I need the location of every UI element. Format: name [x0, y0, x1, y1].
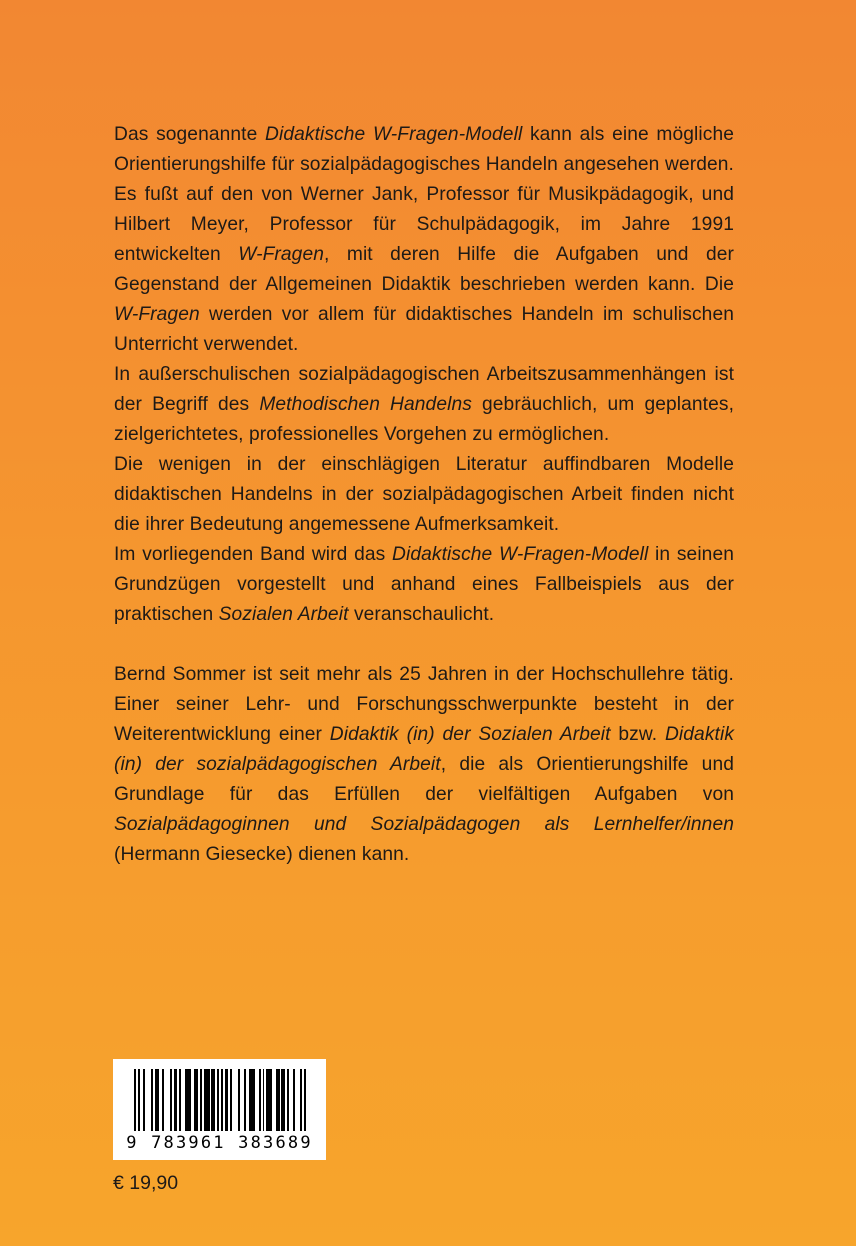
text-run: , die als Orientierungshilfe und Grundlage für das Erfüllen der vielfältigen Aufgaben von [114, 754, 734, 805]
barcode-bar [293, 1069, 295, 1131]
summary-paragraph [114, 540, 734, 630]
italic-text-run: Didaktik (in) der sozialpädagogischen Arbeit [114, 724, 735, 775]
barcode-bar [138, 1069, 140, 1131]
barcode-bar [281, 1069, 285, 1131]
text-run: , mit deren Hilfe die Aufgaben und der Gegenstand der Allgemeinen Didaktik beschrieben werden kann. Die [114, 244, 734, 295]
isbn-barcode [113, 1059, 326, 1160]
price-label: € 19,90 [113, 1172, 179, 1194]
barcode-bar [155, 1069, 159, 1131]
barcode-bar [162, 1069, 164, 1131]
barcode-bar [179, 1069, 181, 1131]
text-run: in seinen Grundzügen vorgestellt und anhand eines Fallbeispiels aus der praktischen [114, 544, 734, 625]
barcode-bar [266, 1069, 272, 1131]
author-bio-paragraph [114, 660, 734, 870]
barcode-bar [238, 1069, 240, 1131]
barcode-bar [200, 1069, 202, 1131]
italic-text-run: Didaktische W-Fragen-Modell [265, 124, 523, 145]
text-run: gebräuchlich, um geplantes, zielgerichtetes, professionelles Vorgehen zu ermöglichen. [114, 394, 735, 445]
barcode-bar [211, 1069, 215, 1131]
barcode-bar [225, 1069, 229, 1131]
barcode-bar [287, 1069, 289, 1131]
barcode-bar [276, 1069, 280, 1131]
text-run: werden vor allem für didaktisches Handeln im schulischen Unterricht verwendet. [114, 304, 734, 355]
text-run: bzw. [610, 724, 665, 745]
text-run: Im vorliegenden Band wird das [114, 544, 393, 565]
text-run: Die wenigen in der einschlägigen Literatur auffindbaren Modelle didaktischen Handelns in der sozialpädagogischen Arbeit finden nicht die ihrer Bedeutung angemessene Aufmerksamkeit. [114, 454, 734, 535]
barcode-bar [194, 1069, 198, 1131]
barcode-bars [134, 1069, 306, 1131]
back-cover-text [114, 120, 734, 870]
barcode-bar [300, 1069, 302, 1131]
text-run: (Hermann Giesecke) dienen kann. [114, 844, 410, 865]
barcode-bar [230, 1069, 232, 1131]
text-run: In außerschulischen sozialpädagogischen Arbeitszusammenhängen ist der Begriff des [114, 364, 734, 415]
summary-paragraph [114, 450, 734, 540]
italic-text-run: Methodischen Handelns [259, 394, 472, 415]
text-run: kann als eine mögliche Orientierungshilfe für sozialpädagogisches Handeln angesehen werden. Es fußt auf den von Werner Jank, Professor für Musikpädagogik, und Hilbert Meyer, Professor für Schulpädagogik, im Jahre 1991 entwickelten [114, 124, 735, 265]
barcode-bar [217, 1069, 219, 1131]
barcode-bar [151, 1069, 153, 1131]
text-run: Das sogenannte [114, 124, 266, 145]
barcode-bar [185, 1069, 191, 1131]
barcode-bar [244, 1069, 246, 1131]
summary-paragraph [114, 120, 734, 360]
italic-text-run: Sozialpädagoginnen und Sozialpädagogen als Lernhelfer/innen [114, 814, 734, 835]
text-run: veranschaulicht. [348, 604, 495, 625]
italic-text-run: W-Fragen [238, 244, 324, 265]
barcode-bar [259, 1069, 261, 1131]
barcode-bar [174, 1069, 178, 1131]
barcode-bar [204, 1069, 210, 1131]
barcode-bar [304, 1069, 306, 1131]
summary-paragraph [114, 360, 734, 450]
barcode-bar [263, 1069, 265, 1131]
italic-text-run: Didaktische W-Fragen-Modell [392, 544, 649, 565]
barcode-bar [221, 1069, 223, 1131]
barcode-bar [170, 1069, 172, 1131]
barcode-bar [143, 1069, 145, 1131]
italic-text-run: Didaktik (in) der Sozialen Arbeit [329, 724, 611, 745]
text-run: Bernd Sommer ist seit mehr als 25 Jahren in der Hochschullehre tätig. Einer seiner Lehr- und Forschungsschwerpunkte besteht in der Weiterentwicklung einer [114, 664, 734, 745]
barcode-bar [249, 1069, 255, 1131]
barcode-bar [134, 1069, 136, 1131]
italic-text-run: Sozialen Arbeit [218, 604, 349, 625]
isbn-digits: 9 783961 383689 [126, 1133, 313, 1153]
italic-text-run: W-Fragen [114, 304, 200, 325]
